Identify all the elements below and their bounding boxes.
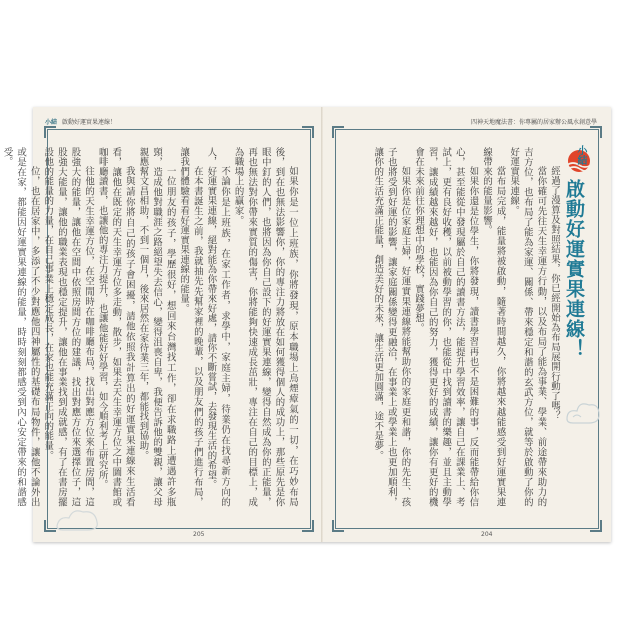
right-paragraph: 當布局完成，能量將被啟動，隨著時間越久，你將越來越能感受到好運實果連線帶來的能量影響。 xyxy=(481,147,506,507)
left-paragraph: 如果你是一位上班族，你將發現，原本職場上烏煙瘴氣的一切，在巧妙布局後，到在也無法影響你，你的專注力將放在如何獲得個人的成功上，那些原先是你眼中釘的人們，也將因為你自己設下的好運實果連線，變得自然成為你的正能量，再也無法對你帶來實質的傷害，你將能夠快速成長茁壯，專注在自己的目標上，成為職場上的贏家。 xyxy=(232,147,298,507)
right-paragraph: 如果你是位家庭主婦，好運實果連線將能幫助你的家庭更和諧，你的先生、孩子也將受到好運的影響，讓家庭關係變得更融洽，在事業上或學業上也更加順利，讓你的生活充滿正能量，創造美好的未來，讓生活更加圓滿，途不是夢。 xyxy=(372,147,411,507)
left-paragraph: 往他的天生幸運方位，在空閒時在咖啡廳布局，找出對應方位來布置房間，這股強大的能量，讓他在空間中依照房間方位的建議，找出對應方位來選擇位子，這股強大能量，讓他的職業表現也穩定提升，讓他在事業找到成就感，有了在書房擺設他的能量的力量，在自己事業上穩定成長，在家也能充滿正向的能量。 xyxy=(42,147,95,507)
cloud-ornament-icon xyxy=(563,397,603,427)
left-header-title: 啟動好運實果連線！ xyxy=(62,119,117,126)
summary-label: 小結 xyxy=(575,145,586,165)
right-page-header: 四神天地魔法書：你專屬的居家辦公風水創意學 xyxy=(470,119,597,126)
left-page-header xyxy=(45,117,116,126)
book-spread xyxy=(1,107,611,542)
frame-corner xyxy=(44,126,56,138)
right-page-number: 204 xyxy=(481,531,493,538)
section-title: 啟動好運實果連線！ xyxy=(563,179,585,359)
frame-corner xyxy=(302,126,314,138)
left-paragraph: 在本書誕生之前，我就抽先先幫家裡的晚輩，以及朋友們的孩子們進行布局，讓我們體驗看看好運實果連線的能量。 xyxy=(178,147,203,507)
left-paragraph: 位，也在居家中，多添了不少對應他四神屬性的基礎布局物件，讓他不論外出或是在家，都能因好運實果連線的能量，時時刻刻都感受到內心安定帶來的和諧感受。 xyxy=(1,147,40,507)
book-gutter xyxy=(321,107,323,542)
left-page-body xyxy=(1,147,299,507)
right-page-body xyxy=(351,147,561,507)
frame-corner xyxy=(332,126,344,138)
left-page-number: 205 xyxy=(193,531,205,538)
left-paragraph: 不論你是上班族，在家工作者，求學中，家庭主婦，待業仍在找尋新方向的人，好運實果連線，絕對能為你帶來好處，請你不斷嘗試，去發現生活的希望。 xyxy=(205,147,231,507)
frame-corner xyxy=(302,520,314,532)
left-paragraph: 我與請你將自己的孩子會困擾，請他依照我計算出的好運實果連線來生活看看，讓他在既定的天生幸運方位多走動，散步，如果去天生幸運方位之中圖書館或咖啡廳讀書，也讓他的專注力提升，也讓他能好好學習，如今順利考上研究所。 xyxy=(96,147,135,507)
left-paragraph: 一位朋友的孩子，學歷很好，想回來台灣找工作，卻在求職路上遭遇許多瓶頸，造成他對職涯之路絕望失去信心，變得沮喪自卑，我便告訴他的雙親，讓父母親應幫文昌相助，不到一個月，後來居然在家待業三年，都能找到協助。 xyxy=(137,147,176,507)
right-paragraph: 當你確可先往天生幸運方行動，以及布局了能為事業、學業、前途帶來助力的吉方位，也布局了能為家運、關係、帶來穩定和諧的玄武方位，就等於啟動了你的好運實果連線。 xyxy=(508,147,547,507)
right-paragraph: 如果你還是位學生，你將發現，讀書學習再也不是困難的事，反而能帶給你信心，甚至能從中發現屬於自己的讀書方法，能提升學習效率，讓自己在課業上、考試上，更有良好收穫，以前被動學習的你，也能從中找到讀書的樂趣，並且主動學習，讓成績越來越好，也能因為你自己的努力，獲得更好的成績，讓你有更好的機會在未來前往你理想中的學校，實踐夢想。 xyxy=(413,147,479,507)
cloud-ornament-icon xyxy=(53,502,103,532)
frame-corner xyxy=(590,520,602,532)
frame-corner xyxy=(590,126,602,138)
left-header-label: 小結 xyxy=(45,119,58,126)
frame-corner xyxy=(332,520,344,532)
right-paragraph: 經過了漫算及對照結果，你已經開始為布局展開行動了嗎？ xyxy=(549,165,560,421)
